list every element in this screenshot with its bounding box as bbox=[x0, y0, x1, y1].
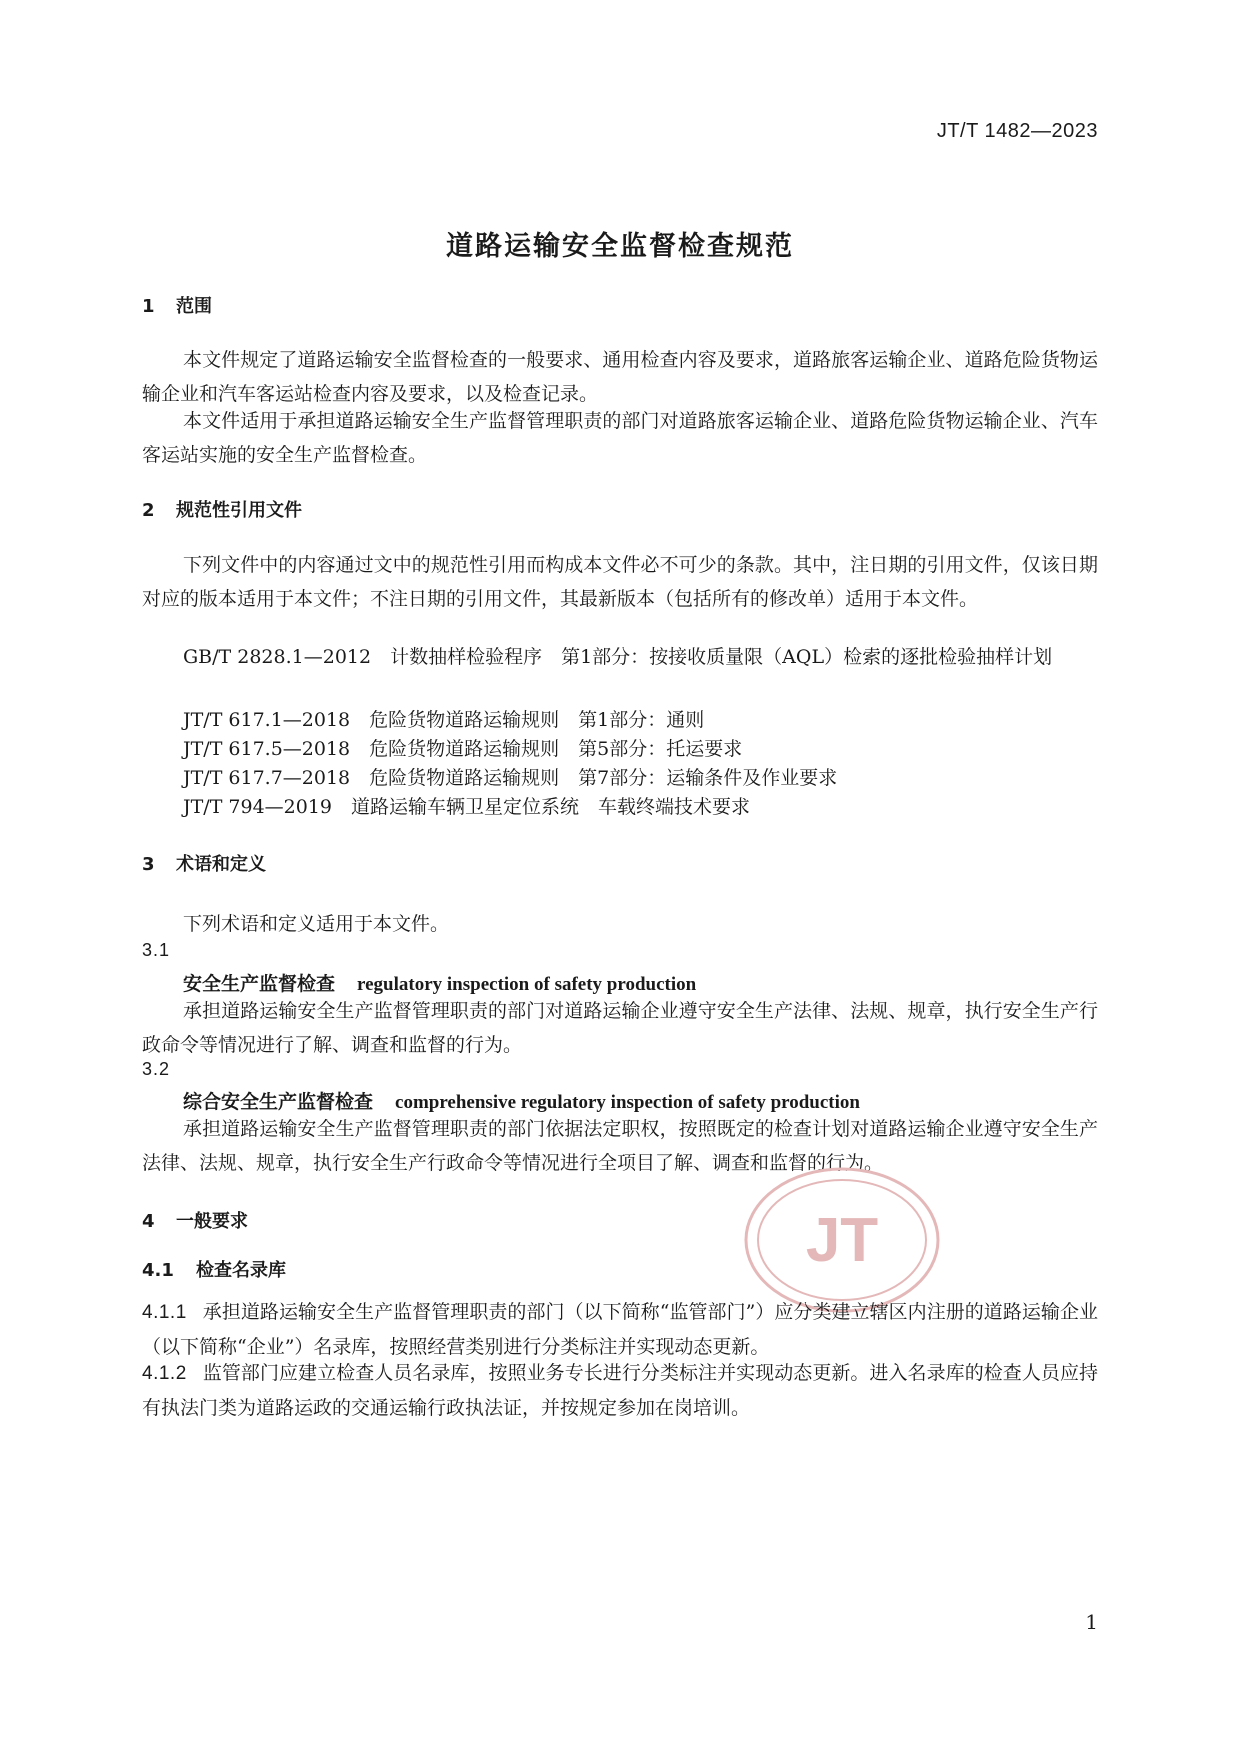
section-title: 检查名录库 bbox=[196, 1260, 286, 1281]
section-title: 范围 bbox=[176, 296, 212, 317]
clause-paragraph bbox=[142, 1356, 1098, 1425]
normative-intro-paragraph: 下列文件中的内容通过文中的规范性引用而构成本文件必不可少的条款。其中，注日期的引用文件，仅该日期对应的版本适用于本文件；不注日期的引用文件，其最新版本（包括所有的修改单）适用于本文件。 bbox=[142, 554, 1098, 610]
section-number: 4.1 bbox=[142, 1260, 174, 1281]
page-title: 道路运输安全监督检查规范 bbox=[446, 231, 794, 262]
clause-text: 承担道路运输安全生产监督管理职责的部门（以下简称“监管部门”）应分类建立辖区内注册的道路运输企业（以下简称“企业”）名录库，按照经营类别进行分类标注并实现动态更新。 bbox=[142, 1301, 1098, 1358]
clause-text: 监管部门应建立检查人员名录库，按照业务专长进行分类标注并实现动态更新。进入名录库的检查人员应持有执法门类为道路运政的交通运输行政执法证，并按规定参加在岗培训。 bbox=[142, 1362, 1098, 1419]
section-heading-terms bbox=[142, 850, 266, 876]
term-definition: 承担道路运输安全生产监督管理职责的部门依据法定职权，按照既定的检查计划对道路运输企业遵守安全生产法律、法规、规章，执行安全生产行政命令等情况进行全项目了解、调查和监督的行为。 bbox=[142, 1118, 1098, 1174]
jt-stamp-watermark bbox=[742, 1165, 942, 1315]
section-number: 4 bbox=[142, 1211, 155, 1232]
section-heading-scope bbox=[142, 292, 212, 318]
term-chinese: 综合安全生产监督检查 bbox=[183, 1091, 374, 1113]
term-heading bbox=[183, 1087, 860, 1114]
term-chinese: 安全生产监督检查 bbox=[183, 973, 336, 995]
reference-item: JT/T 617.7—2018 危险货物道路运输规则 第7部分：运输条件及作业要求 bbox=[183, 767, 838, 789]
section-number: 3 bbox=[142, 854, 155, 875]
section-title: 术语和定义 bbox=[176, 854, 266, 875]
clause-number: 4.1.1 bbox=[142, 1302, 187, 1323]
subsection-heading-inspection-register bbox=[142, 1256, 286, 1282]
document-number: JT/T 1482—2023 bbox=[936, 120, 1098, 142]
scope-paragraph-1: 本文件规定了道路运输安全监督检查的一般要求、通用检查内容及要求，道路旅客运输企业、道路危险货物运输企业和汽车客运站检查内容及要求，以及检查记录。 bbox=[142, 349, 1098, 405]
reference-item: JT/T 794—2019 道路运输车辆卫星定位系统 车载终端技术要求 bbox=[183, 796, 751, 818]
term-definition: 承担道路运输安全生产监督管理职责的部门对道路运输企业遵守安全生产法律、法规、规章，执行安全生产行政命令等情况进行了解、调查和监督的行为。 bbox=[142, 1000, 1098, 1056]
terms-intro: 下列术语和定义适用于本文件。 bbox=[183, 913, 450, 935]
reference-item: JT/T 617.1—2018 危险货物道路运输规则 第1部分：通则 bbox=[183, 709, 705, 731]
scope-paragraph-2: 本文件适用于承担道路运输安全生产监督管理职责的部门对道路旅客运输企业、道路危险货物运输企业、汽车客运站实施的安全生产监督检查。 bbox=[142, 410, 1098, 466]
reference-item: JT/T 617.5—2018 危险货物道路运输规则 第5部分：托运要求 bbox=[183, 738, 743, 760]
term-english: regulatory inspection of safety production bbox=[357, 974, 697, 995]
clause-paragraph bbox=[142, 1295, 1098, 1364]
stamp-text: JT bbox=[805, 1206, 879, 1275]
section-title: 一般要求 bbox=[176, 1211, 248, 1232]
section-heading-general-requirements bbox=[142, 1207, 248, 1233]
term-english: comprehensive regulatory inspection of safety production bbox=[395, 1092, 860, 1113]
term-number: 3.2 bbox=[142, 1059, 171, 1079]
section-title: 规范性引用文件 bbox=[176, 500, 302, 521]
clause-number: 4.1.2 bbox=[142, 1363, 187, 1384]
section-number: 2 bbox=[142, 500, 155, 521]
page-number: 1 bbox=[1085, 1610, 1098, 1634]
term-heading bbox=[183, 969, 696, 996]
reference-item: GB/T 2828.1—2012 计数抽样检验程序 第1部分：按接收质量限（AQL）检索的逐批检验抽样计划 bbox=[183, 646, 1053, 668]
section-number: 1 bbox=[142, 296, 155, 317]
section-heading-normative-references bbox=[142, 496, 302, 522]
term-number: 3.1 bbox=[142, 940, 171, 960]
